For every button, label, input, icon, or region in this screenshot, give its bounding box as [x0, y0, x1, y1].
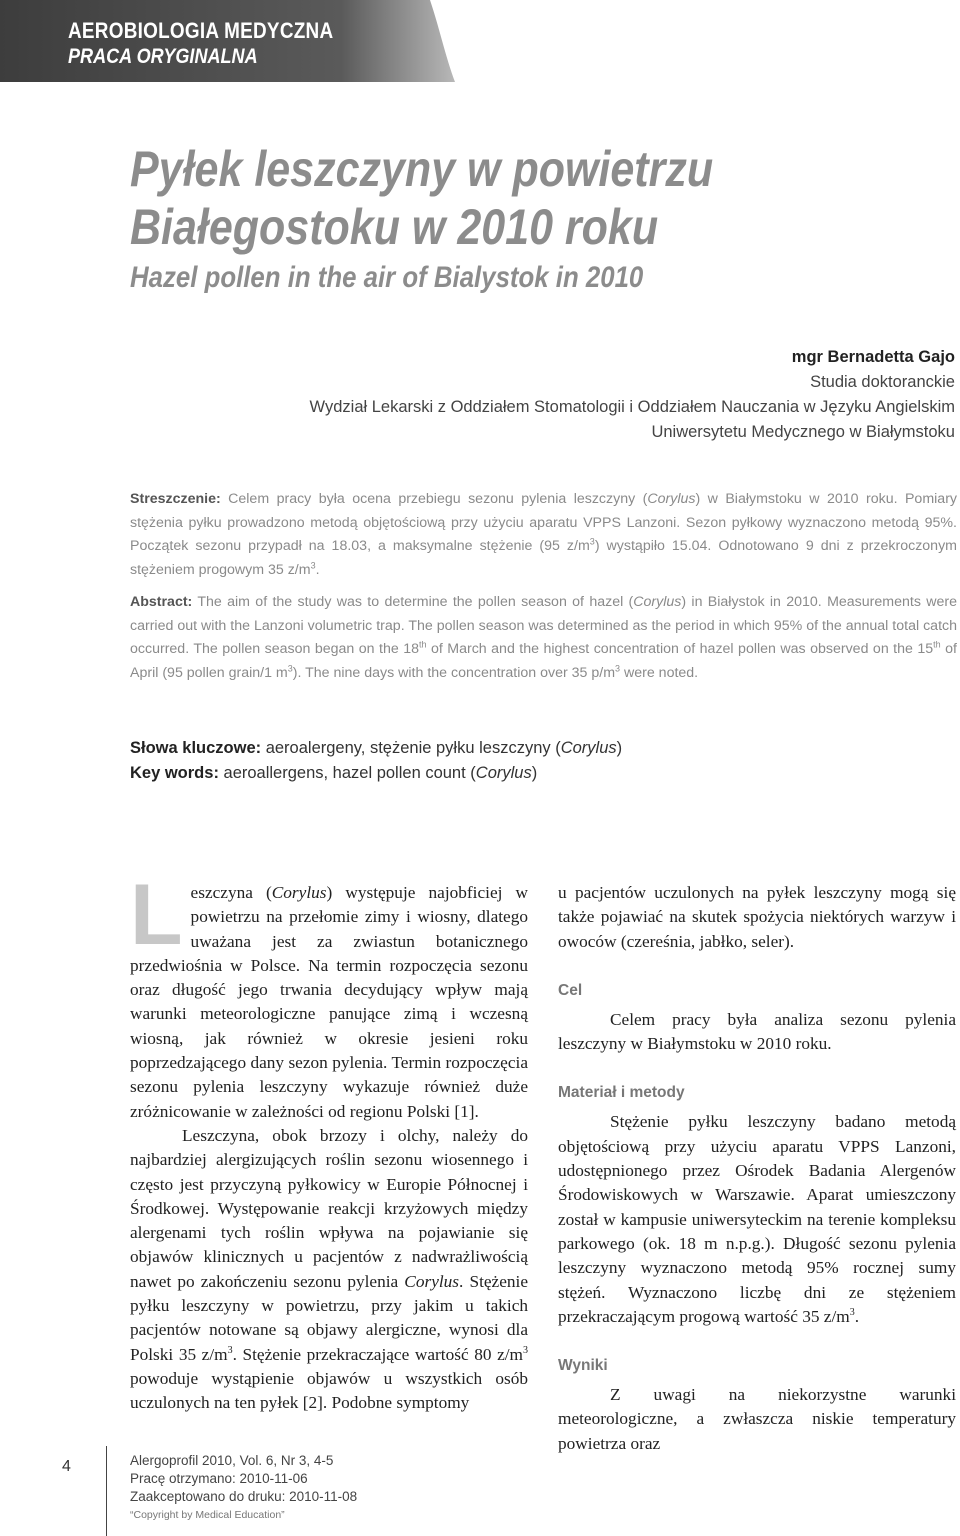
p2-taxon: Corylus	[404, 1271, 460, 1291]
drop-cap: L	[130, 867, 183, 963]
abstract-text-3: of March and the highest concentration of hazel pollen was observed on the 15	[426, 641, 934, 658]
streszczenie-text-1: Celem pracy była ocena przebiegu sezonu pylenia leszczyny (	[220, 491, 648, 507]
intro-paragraph	[130, 867, 528, 1124]
abstract-sup-2: th	[933, 639, 941, 650]
heading-wyniki: Wyniki	[558, 1357, 608, 1375]
abstract-text-1: The aim of the study was to determine the pollen season of hazel (	[192, 594, 634, 610]
author-block	[310, 345, 955, 445]
keywords-en-text: aeroallergens, hazel pollen count (	[218, 764, 476, 782]
affiliation-1: Studia doktoranckie	[810, 373, 955, 391]
p2-text-d: powoduje wystąpienie objawów u wszystkich osób uczulonych na ten pyłek [2]. Podobne symptomy	[130, 1368, 528, 1413]
mat-sup: 3	[849, 1307, 855, 1319]
abstract-text-6: were noted.	[620, 664, 699, 681]
abstract	[130, 591, 957, 685]
affiliation-2: Wydział Lekarski z Oddziałem Stomatologii i Oddziałem Nauczania w Języku Angielskim	[309, 398, 955, 416]
paragraph-wyniki: Z uwagi na niekorzystne warunki meteorologiczne, a zwłaszcza niskie temperatury powietrza oraz	[558, 1385, 956, 1453]
article-type: PRACA ORYGINALNA	[68, 45, 258, 68]
accepted-date: Zaakceptowano do druku: 2010-11-08	[130, 1489, 358, 1504]
keywords-en-close: )	[531, 764, 538, 782]
mat-text-b: .	[854, 1306, 860, 1326]
keywords-pl-taxon: Corylus	[560, 739, 617, 757]
received-date: Pracę otrzymano: 2010-11-06	[130, 1471, 308, 1486]
keywords-en-label: Key words:	[130, 764, 219, 782]
abstract-label: Abstract:	[130, 594, 193, 610]
p1-taxon: Corylus	[271, 883, 327, 902]
streszczenie-text-4: .	[315, 561, 320, 578]
heading-material-metody: Materiał i metody	[558, 1084, 685, 1102]
author-name: mgr Bernadetta Gajo	[791, 348, 955, 366]
keywords-en	[130, 761, 622, 786]
footer-divider	[106, 1446, 107, 1536]
section-title: AEROBIOLOGIA MEDYCZNA	[68, 18, 334, 43]
page-number: 4	[62, 1458, 71, 1475]
abstract-text-2: ) in Białystok in 2010. Measurements were carried out with the Lanzoni volumetric trap. The pollen season was determined as the period in which 95% of the annual total catch occurred. The pollen season began on the 18	[130, 594, 957, 658]
streszczenie-text-2: ) w Białymstoku w 2010 roku. Pomiary stężenia pyłku prowadzono metodą objętościową przy użyciu aparatu VPPS Lanzoni. Sezon pyłkowy wyznaczono metodą 95%. Początek sezonu przypadł na 18.03, a maksymalne stężenie (95 z/m	[130, 491, 958, 555]
p2-sup-1: 3	[227, 1344, 233, 1356]
streszczenie-taxon: Corylus	[647, 491, 696, 507]
affiliation-3: Uniwersytetu Medycznego w Białymstoku	[651, 423, 955, 441]
p2-text-a: Leszczyna, obok brzozy i olchy, należy do najbardziej alergizujących roślin sezonu wiosennego i często jest przyczyną pyłkowicy w Europie Północnej i Środkowej. Występowanie reakcji krzyżowych między alergenami tych roślin wpływa na pojawianie się objawów klinicznych u pacjentów z nadwrażliwością nawet po zakończeniu sezonu pylenia	[130, 1125, 528, 1291]
p2-text-b: . Stężenie pyłku leszczyny w powietrzu, przy jakim u takich pacjentów notowane są objawy alergiczne, wynosi dla Polski 35 z/m	[130, 1271, 528, 1364]
title-line-2: Białegostoku w 2010 roku	[130, 199, 659, 255]
abstract-text-4: of April (95 pollen grain/1 m	[130, 641, 957, 681]
body-column-right	[558, 881, 956, 1456]
p1-text-b: ) występuje najobficiej w powietrzu na przełomie zimy i wiosny, dlatego uważana jest za zwiastun botanicznego przedwiośnia w Polsce. Na termin rozpoczęcia sezonu oraz długość jego trwania decydujący wpływ mają warunki meteorologiczne panujące zimą i wczesną wiosną, jak również w okresie jesieni roku poprzedzającego dany sezon pylenia. Termin rozpoczęcia sezonu pylenia leszczyny wykazuje również duże zróżnicowanie w zależności od regionu Polski [1].	[130, 883, 528, 1121]
keywords-pl-close: )	[616, 739, 623, 757]
paragraph-continued: u pacjentów uczulonych na pyłek leszczyny mogą się także pojawiać na skutek spożycia niektórych warzyw i owoców (czereśnia, jabłko, seler).	[558, 883, 956, 951]
keywords-en-taxon: Corylus	[475, 764, 532, 782]
footer-info	[130, 1452, 357, 1524]
paragraph-2	[130, 1124, 528, 1416]
streszczenie-sup-1: 3	[589, 536, 595, 547]
streszczenie	[130, 488, 957, 582]
journal-citation: Alergoprofil 2010, Vol. 6, Nr 3, 4-5	[130, 1453, 334, 1468]
copyright: “Copyright by Medical Education”	[130, 1509, 285, 1521]
paragraph-cel: Celem pracy była analiza sezonu pylenia leszczyny w Białymstoku w 2010 roku.	[558, 1009, 956, 1054]
mat-text-a: Stężenie pyłku leszczyny badano metodą objętościową przy użyciu aparatu VPPS Lanzoni, udostępnionego przez Ośrodek Badania Alergenów Środowiskowych w Warszawie. Aparat umieszczony został w kampusie uniwersyteckim na terenie kompleksu parkowego (ok. 18 m n.p.g.). Długość sezonu pylenia leszczyny wyznaczono metodą 95% rocznej sumy stężeń. Wyznaczono liczbę dni ze stężeniem przekraczającym progową wartość 35 z/m	[558, 1112, 956, 1326]
keywords-pl	[130, 736, 622, 761]
streszczenie-label: Streszczenie:	[130, 491, 221, 507]
abstract-sup-3: 3	[287, 663, 293, 674]
abstract-sup-1: th	[418, 639, 427, 650]
section-banner	[0, 0, 460, 82]
keywords-pl-label: Słowa kluczowe:	[130, 739, 262, 757]
abstract-sup-4: 3	[615, 663, 621, 674]
p2-text-c: . Stężenie przekraczające wartość 80 z/m	[232, 1344, 523, 1364]
title-line-1: Pyłek leszczyny w powietrzu	[130, 141, 714, 197]
abstract-text-5: ). The nine days with the concentration over 35 p/m	[292, 664, 616, 681]
p1-text-a: eszczyna (	[190, 883, 272, 902]
p2-sup-2: 3	[523, 1344, 528, 1356]
title-english: Hazel pollen in the air of Bialystok in 2010	[130, 261, 644, 294]
streszczenie-sup-2: 3	[310, 560, 316, 571]
keywords	[130, 736, 622, 786]
keywords-pl-text: aeroalergeny, stężenie pyłku leszczyny (	[261, 739, 561, 757]
abstract-taxon: Corylus	[633, 594, 682, 610]
title-polish	[130, 140, 713, 256]
heading-cel: Cel	[558, 981, 583, 999]
paragraph-material-metody	[558, 1110, 956, 1329]
streszczenie-text-3: ) wystąpiło 15.04. Odnotowano 9 dni z przekroczonym stężeniem progowym 35 z/m	[130, 538, 957, 578]
body-column-left	[130, 867, 528, 1416]
